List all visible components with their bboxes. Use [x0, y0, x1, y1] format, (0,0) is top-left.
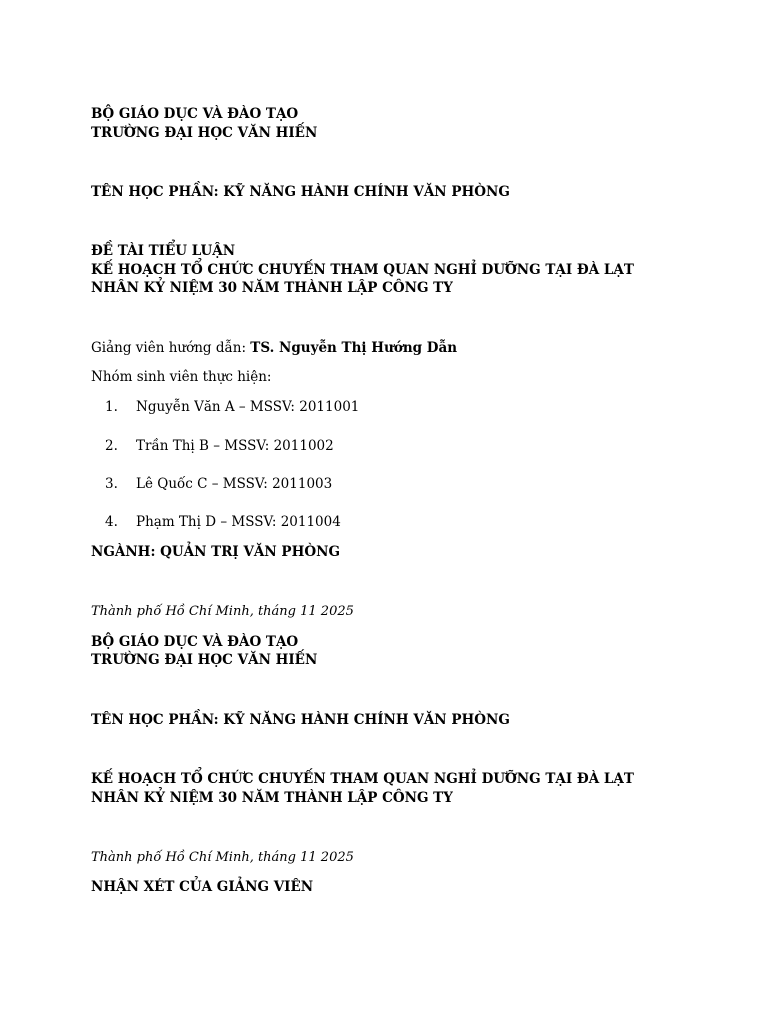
list-number: 2. [105, 438, 118, 454]
instructor-label: Giảng viên hướng dẫn: [91, 340, 251, 356]
topic-label: ĐỀ TÀI TIỂU LUẬN [91, 243, 236, 259]
course-name-inner: TÊN HỌC PHẦN: KỸ NĂNG HÀNH CHÍNH VĂN PHÒNG [91, 712, 510, 728]
list-number: 1. [105, 399, 118, 415]
list-number: 3. [105, 476, 118, 492]
instructor-line [91, 339, 457, 357]
title-line-1-inner: KẾ HOẠCH TỔ CHỨC CHUYẾN THAM QUAN NGHỈ DƯỠNG TẠI ĐÀ LẠT [91, 771, 634, 787]
member-text: Phạm Thị D – MSSV: 2011004 [136, 514, 341, 530]
place-date: Thành phố Hồ Chí Minh, tháng 11 2025 [91, 604, 354, 619]
member-text: Lê Quốc C – MSSV: 2011003 [136, 476, 333, 492]
course-name: TÊN HỌC PHẦN: KỸ NĂNG HÀNH CHÍNH VĂN PHÒNG [91, 184, 510, 200]
place-date-inner: Thành phố Hồ Chí Minh, tháng 11 2025 [91, 850, 354, 865]
member-text: Trần Thị B – MSSV: 2011002 [136, 438, 334, 454]
group-label: Nhóm sinh viên thực hiện: [91, 369, 272, 385]
member-text: Nguyễn Văn A – MSSV: 2011001 [136, 399, 360, 415]
title-line-2-inner: NHÂN KỶ NIỆM 30 NĂM THÀNH LẬP CÔNG TY [91, 790, 453, 806]
university-name: TRƯỜNG ĐẠI HỌC VĂN HIẾN [91, 125, 318, 141]
list-number: 4. [105, 514, 118, 530]
major-name: NGÀNH: QUẢN TRỊ VĂN PHÒNG [91, 544, 340, 560]
title-line-2: NHÂN KỶ NIỆM 30 NĂM THÀNH LẬP CÔNG TY [91, 280, 453, 296]
title-line-1: KẾ HOẠCH TỔ CHỨC CHUYẾN THAM QUAN NGHỈ DƯỠNG TẠI ĐÀ LẠT [91, 262, 634, 278]
ministry-name-inner: BỘ GIÁO DỤC VÀ ĐÀO TẠO [91, 634, 299, 650]
university-name-inner: TRƯỜNG ĐẠI HỌC VĂN HIẾN [91, 652, 318, 668]
ministry-name: BỘ GIÁO DỤC VÀ ĐÀO TẠO [91, 106, 299, 122]
remarks-heading: NHẬN XÉT CỦA GIẢNG VIÊN [91, 879, 314, 895]
instructor-name: TS. Nguyễn Thị Hướng Dẫn [250, 340, 458, 356]
